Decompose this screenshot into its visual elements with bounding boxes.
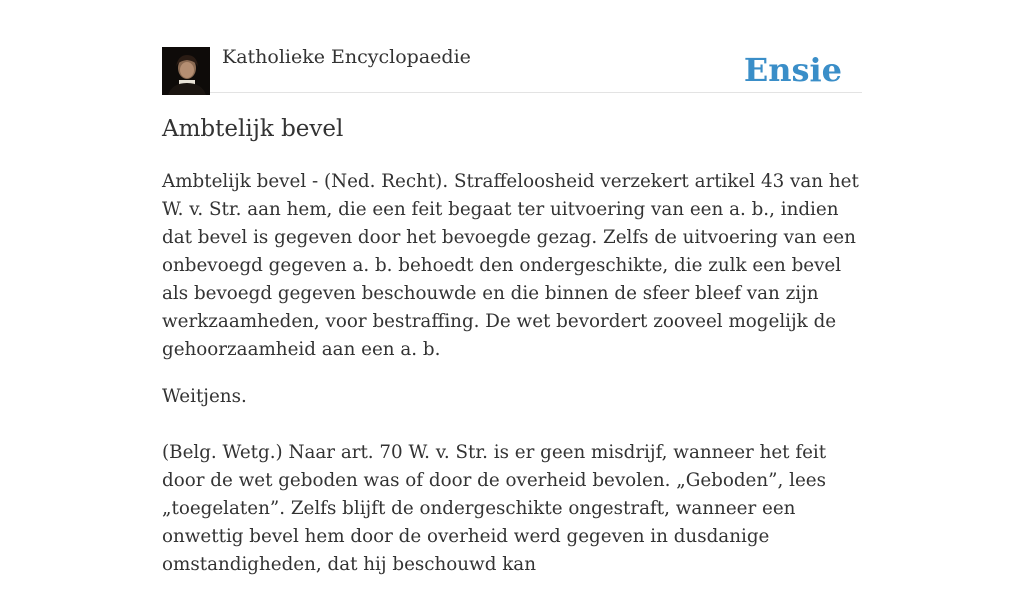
source-name[interactable]: Katholieke Encyclopaedie <box>222 46 471 68</box>
ensie-logo[interactable]: Ensie <box>743 51 842 89</box>
site-header <box>162 44 862 93</box>
article-body <box>162 168 862 598</box>
portrait-avatar[interactable] <box>162 47 210 95</box>
portrait-icon <box>162 47 210 95</box>
article-title: Ambtelijk bevel <box>162 116 344 142</box>
article-paragraph: (Belg. Wetg.) Naar art. 70 W. v. Str. is er geen misdrijf, wanneer het feit door de wet geboden was of door de overheid bevolen. „Geboden”, lees „toegelaten”. Zelfs blijft de ondergeschikte ongestraft, wanneer een onwettig bevel hem door de overheid werd gegeven in dusdanige omstandigheden, dat hij beschouwd kan <box>162 442 827 575</box>
article-author: Weitjens. <box>162 386 247 407</box>
article-paragraph: Ambtelijk bevel - (Ned. Recht). Straffeloosheid verzekert artikel 43 van het W. v. Str. aan hem, die een feit begaat ter uitvoering van een a. b., indien dat bevel is gegeven door het bevoegde gezag. Zelfs de uitvoering van een onbevoegd gegeven a. b. behoedt den ondergeschikte, die zulk een bevel als bevoegd gegeven beschouwde en die binnen de sfeer bleef van zijn werkzaamheden, voor bestraffing. De wet bevordert zooveel mogelijk de gehoorzaamheid aan een a. b. <box>162 171 859 360</box>
